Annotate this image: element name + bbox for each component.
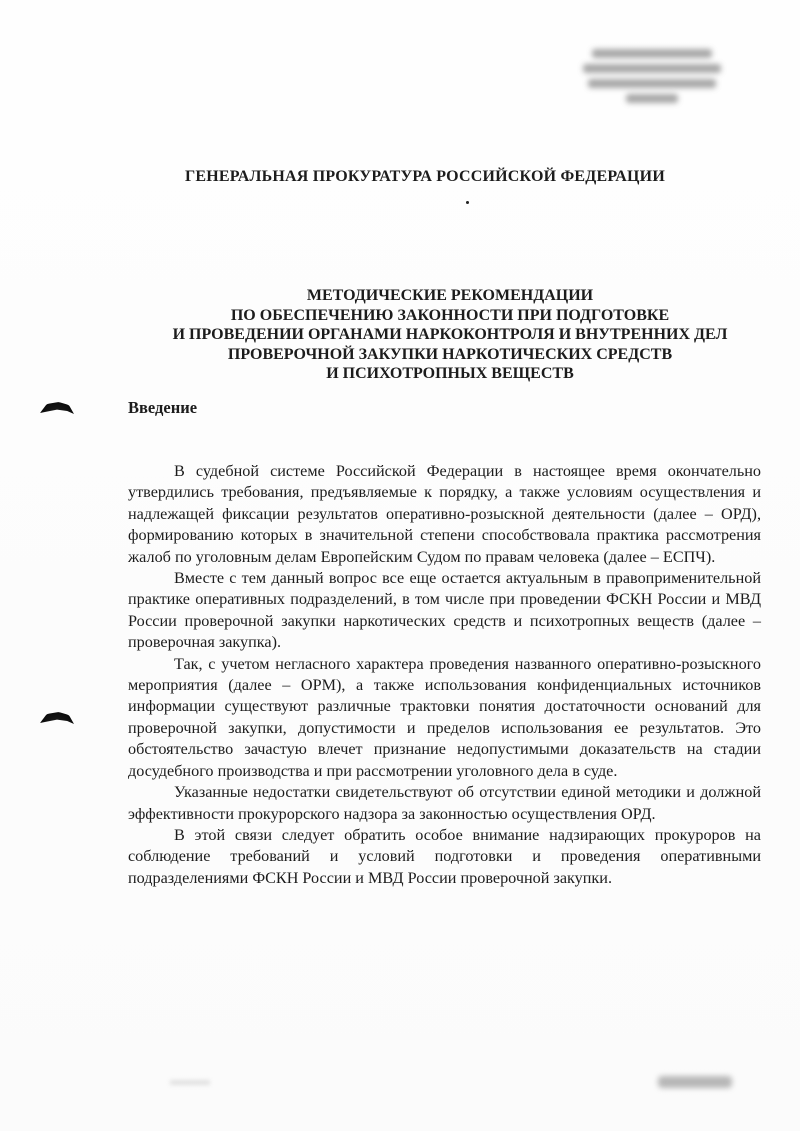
document-body: [128, 461, 761, 889]
paragraph: Указанные недостатки свидетельствуют об отсутствии единой методики и должной эффективности прокурорского надзора за законностью осуществления ОРД.: [128, 783, 761, 823]
title-line: МЕТОДИЧЕСКИЕ РЕКОМЕНДАЦИИ: [306, 287, 594, 304]
section-heading: Введение: [128, 398, 198, 417]
scan-smudge: [170, 1080, 210, 1085]
paragraph: Так, с учетом негласного характера проведения названного оперативно-розыскного мероприятия (далее – ОРМ), а также использования конфиденциальных источников информации существуют различные трактовки понятия достаточности оснований для проверочной закупки, допустимости и пределов использования ее результатов. Это обстоятельство зачастую влечет признание недопустимыми доказательств на стадии досудебного производства и при рассмотрении уголовного дела в суде.: [128, 654, 761, 780]
punch-hole: [40, 712, 74, 732]
title-line: ПРОВЕРОЧНОЙ ЗАКУПКИ НАРКОТИЧЕСКИХ СРЕДСТВ: [227, 345, 673, 363]
document-title: [110, 286, 790, 384]
organization-heading: ГЕНЕРАЛЬНАЯ ПРОКУРАТУРА РОССИЙСКОЙ ФЕДЕРАЦИИ: [185, 168, 665, 185]
paragraph: Вместе с тем данный вопрос все еще остается актуальным в правоприменительной практике оперативных подразделений, в том числе при проведении ФСКН России и МВД России проверочной закупки наркотических средств и психотропных веществ (далее – проверочная закупка).: [128, 569, 761, 652]
title-line: ПО ОБЕСПЕЧЕНИЮ ЗАКОННОСТИ ПРИ ПОДГОТОВКЕ: [230, 306, 670, 324]
punch-hole: [40, 402, 74, 422]
paragraph: В судебной системе Российской Федерации в настоящее время окончательно утвердились требования, предъявляемые к порядку, а также условиям осуществления и надлежащей фиксации результатов оперативно-розыскной деятельности (далее – ОРД), формированию которых в значительной степени способствовала практика рассмотрения жалоб по уголовным делам Европейским Судом по правам человека (далее – ЕСПЧ).: [128, 462, 761, 566]
title-line: И ПСИХОТРОПНЫХ ВЕЩЕСТВ: [326, 365, 574, 382]
ink-dot: [466, 201, 469, 204]
title-line: И ПРОВЕДЕНИИ ОРГАНАМИ НАРКОКОНТРОЛЯ И ВНУТРЕННИХ ДЕЛ: [172, 326, 728, 343]
paragraph: В этой связи следует обратить особое внимание надзирающих прокуроров на соблюдение требований и условий подготовки и проведения оперативными подразделениями ФСКН России и МВД России проверочной закупки.: [128, 825, 761, 887]
redacted-stamp: [577, 43, 727, 111]
redacted-footer-mark: [658, 1076, 732, 1088]
